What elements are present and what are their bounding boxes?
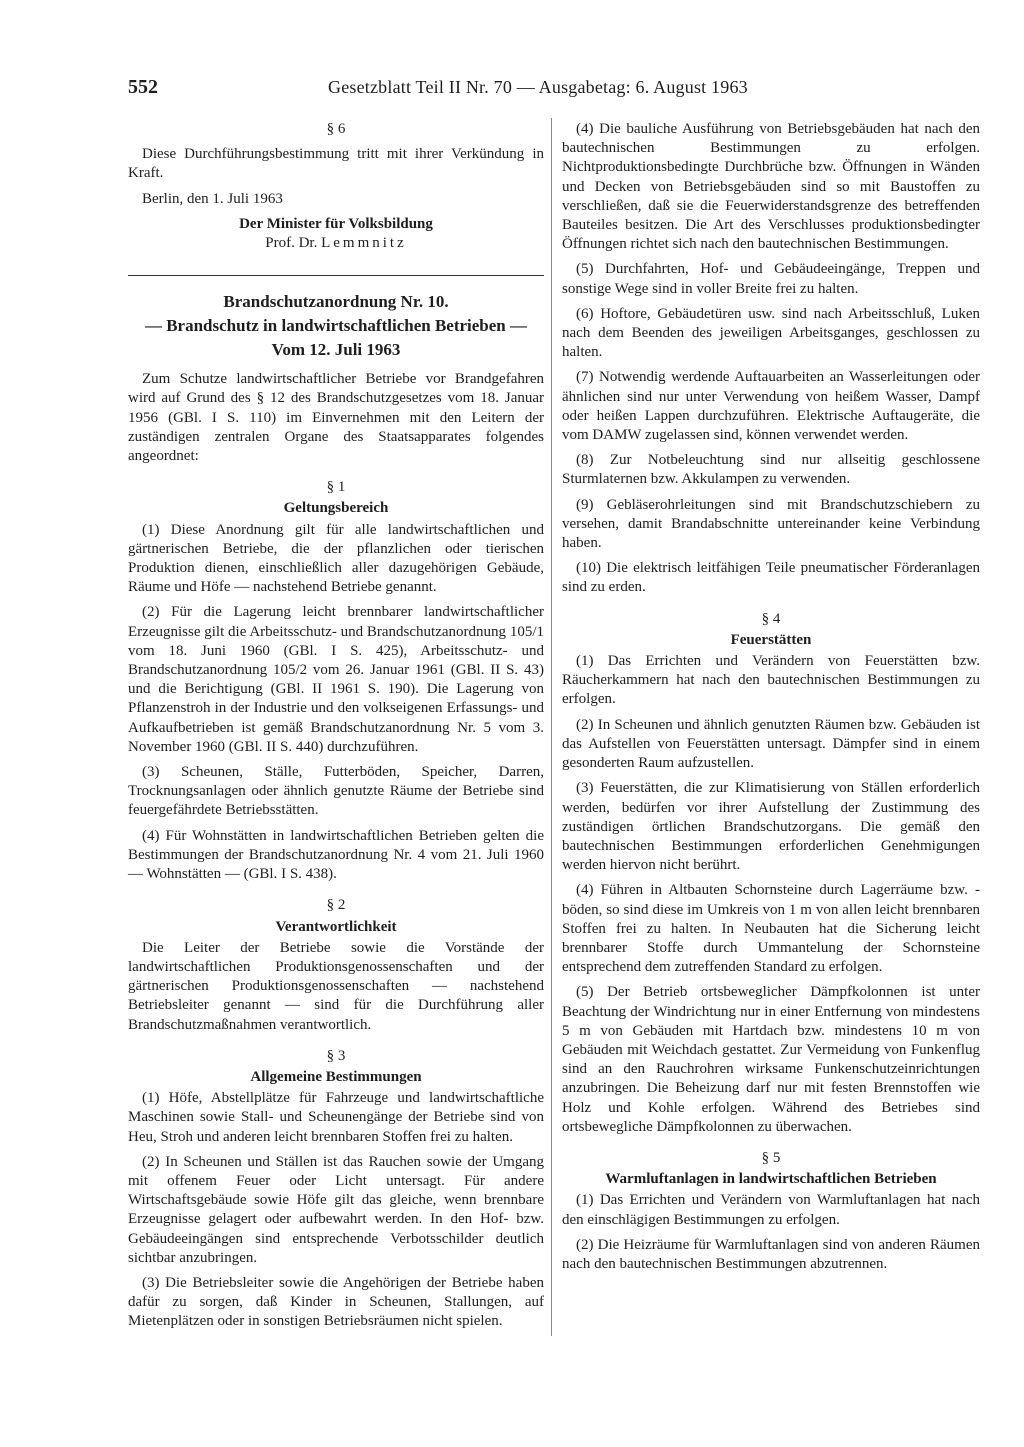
- section-4-para-2: (2) In Scheunen und ähnlich genutzten Räumen bzw. Gebäuden ist das Aufstellen von Feuerstätten untersagt. Dämpfer sind in einem gesonderten Raum aufzustellen.: [562, 716, 980, 772]
- running-title: Gesetzblatt Teil II Nr. 70 — Ausgabetag: 6. August 1963: [328, 77, 748, 97]
- section-4-title: Feuerstätten: [730, 631, 812, 648]
- section-1-para-3: (3) Scheunen, Ställe, Futterböden, Speicher, Darren, Trocknungsanlagen oder ähnlich genutzte Räume der Betriebe sind feuergefährdete Betriebsstätten.: [128, 764, 544, 819]
- section-3-para-6: (6) Hoftore, Gebäudetüren usw. sind nach Arbeitsschluß, Luken nach dem Beenden des jeweiligen Arbeitsganges, geschlossen zu halten.: [562, 305, 980, 361]
- left-column: [128, 120, 544, 1338]
- section-5-number: § 5: [761, 1149, 781, 1166]
- section-3-para-4: (4) Die bauliche Ausführung von Betriebsgebäuden hat nach den bautechnischen Bestimmungen zu erfolgen. Nichtproduktionsbedingte Durchbrüche bzw. Öffnungen in Wänden und Decken von Betriebsgebäuden sind so mit Baustoffen zu verschließen, daß sie die Feuerwiderstandsgrenze des betreffenden Bauteiles besitzen. Die Art des Verschlusses produktionsbedingter Öffnungen richtet sich nach den bautechnischen Bestimmungen.: [562, 121, 980, 253]
- section-4-number: § 4: [761, 610, 781, 627]
- section-3-para-7: (7) Notwendig werdende Auftauarbeiten an Wasserleitungen oder ähnlichen sind nur unter Verwendung von heißem Wasser, Dampf oder heißen Lappen durchzuführen. Elektrische Auftaugeräte, die vom DAMW zugelassen sind, können verwendet werden.: [562, 369, 980, 444]
- preamble: Zum Schutze landwirtschaftlicher Betriebe vor Brandgefahren wird auf Grund des § 12 des Brandschutzgesetzes vom 18. Januar 1956 (GBl. I S. 110) im Einvernehmen mit den Leitern der zuständigen zentralen Organe des Staatsapparates folgendes angeordnet:: [128, 371, 544, 465]
- ordinance-date: Vom 12. Juli 1963: [271, 340, 401, 360]
- section-3-title: Allgemeine Bestimmungen: [250, 1068, 422, 1085]
- section-2-number: § 2: [326, 897, 346, 914]
- section-5-title: Warmluftanlagen in landwirtschaftlichen Betrieben: [605, 1171, 937, 1188]
- section-1-para-1: (1) Diese Anordnung gilt für alle landwirtschaftlichen und gärtnerischen Betriebe, die der pflanzlichen oder tierischen Produktion dienen, einschließlich aller dazugehörigen Gebäude, Räume und Höfe — nachstehend Betriebe genannt.: [128, 521, 544, 596]
- section-6-number: § 6: [326, 121, 346, 137]
- section-1-title: Geltungsbereich: [283, 500, 389, 517]
- section-5-para-1: (1) Das Errichten und Verändern von Warmluftanlagen hat nach den einschlägigen Bestimmungen zu erfolgen.: [562, 1192, 980, 1228]
- right-column: [562, 120, 980, 1280]
- section-3-para-10: (10) Die elektrisch leitfähigen Teile pneumatischer Förderanlagen sind zu erden.: [562, 560, 980, 596]
- page-header: [128, 72, 788, 102]
- section-3-para-1: (1) Höfe, Abstellplätze für Fahrzeuge und landwirtschaftliche Maschinen sowie Stall- und Scheunengänge der Betriebe sind von Heu, Stroh und anderen leicht brennbaren Stoffen frei zu halten.: [128, 1090, 544, 1145]
- place-date: Berlin, den 1. Juli 1963: [142, 190, 283, 207]
- section-5-para-2: (2) Die Heizräume für Warmluftanlagen sind von anderen Räumen nach den bautechnischen Bestimmungen abzutrennen.: [562, 1236, 980, 1272]
- section-6-text: Diese Durchführungsbestimmung tritt mit ihrer Verkündung in Kraft.: [128, 146, 544, 182]
- signer-name: Lemmnitz: [321, 235, 407, 252]
- section-1-para-4: (4) Für Wohnstätten in landwirtschaftlichen Betrieben gelten die Bestimmungen der Brandschutzanordnung Nr. 4 vom 21. Juli 1960 — Wohnstätten — (GBl. I S. 438).: [128, 827, 544, 883]
- section-2-title: Verantwortlichkeit: [275, 918, 397, 935]
- section-3-para-5: (5) Durchfahrten, Hof- und Gebäudeeingänge, Treppen und sonstige Wege sind in voller Breite frei zu halten.: [562, 261, 980, 297]
- signer-office: Der Minister für Volksbildung: [239, 215, 433, 232]
- section-3-para-2: (2) In Scheunen und Ställen ist das Rauchen sowie der Umgang mit offenem Feuer oder Licht untersagt. Für andere Wirtschaftsgebäude sowie Höfe gilt das gleiche, wenn brennbare Erzeugnisse gelagert oder aufbewahrt werden. In den Hof- bzw. Gebäudeeingängen sind entsprechende Verbotsschilder deutlich sichtbar anzubringen.: [128, 1153, 544, 1266]
- ordinance-subtitle: — Brandschutz in landwirtschaftlichen Betrieben —: [144, 316, 528, 336]
- column-divider: [551, 118, 552, 1336]
- section-1-para-2: (2) Für die Lagerung leicht brennbarer landwirtschaftlicher Erzeugnisse gilt die Arbeitsschutz- und Brandschutzanordnung 105/1 vom 18. Juni 1960 (GBl. I S. 425), Arbeitsschutz- und Brandschutzanordnung 105/2 vom 26. Januar 1961 (GBl. II S. 43) und die Berichtigung (GBl. II 1961 S. 190). Die Lagerung von Pflanzenstroh in der Industrie und den volkseigenen Erfassungs- und Aufkaufbetrieben ist gemäß Brandschutzanordnung Nr. 5 vom 3. November 1960 (GBl. II S. 440) durchzuführen.: [128, 604, 544, 755]
- section-3-number: § 3: [326, 1047, 346, 1064]
- section-4-para-1: (1) Das Errichten und Verändern von Feuerstätten bzw. Räucherkammern hat nach den bautechnischen Bestimmungen zu erfolgen.: [562, 653, 980, 708]
- page-number: 552: [128, 76, 158, 98]
- section-3-para-8: (8) Zur Notbeleuchtung sind nur allseitig geschlossene Sturmlaternen bzw. Akkulampen zu verwenden.: [562, 452, 980, 488]
- section-rule: [128, 275, 544, 276]
- section-4-para-3: (3) Feuerstätten, die zur Klimatisierung von Ställen erforderlich werden, bedürfen vor ihrer Aufstellung der Zustimmung des zuständigen örtlichen Brandschutzorgans. Die gemäß den bautechnischen Bestimmungen erforderlichen Genehmigungen werden hiervon nicht berührt.: [562, 780, 980, 874]
- section-2-para-1: Die Leiter der Betriebe sowie die Vorstände der landwirtschaftlichen Produktionsgenossenschaften und der gärtnerischen Produktionsgenossenschaften — nachstehend Betriebsleiter genannt — sind für die Durchführung aller Brandschutzmaßnahmen verantwortlich.: [128, 939, 544, 1033]
- section-4-para-4: (4) Führen in Altbauten Schornsteine durch Lagerräume bzw. -böden, so sind diese im Umkreis von 1 m von allen leicht brennbaren Stoffen frei zu halten. In Neubauten hat die Sicherung leicht brennbarer Stoffe durch Ummantelung der Schornsteine entsprechend dem zutreffenden Standard zu erfolgen.: [562, 882, 980, 976]
- signer: [128, 234, 544, 253]
- signer-title: Prof. Dr.: [265, 235, 318, 252]
- section-4-para-5: (5) Der Betrieb ortsbeweglicher Dämpfkolonnen ist unter Beachtung der Windrichtung nur in einer Entfernung von mindestens 5 m von Gebäuden mit Hartdach bzw. mindestens 10 m von Gebäuden mit Weichdach gestattet. Zur Vermeidung von Funkenflug sind an den Rauchrohren wirksame Funkenschutzeinrichtungen anzubringen. Die Beheizung darf nur mit festen Brennstoffen wie Holz und Kohle erfolgen. Während des Betriebes sind ortsbewegliche Dämpfkolonnen zu überwachen.: [562, 984, 980, 1135]
- section-1-number: § 1: [326, 479, 346, 496]
- ordinance-title: Brandschutzanordnung Nr. 10.: [223, 292, 449, 312]
- section-3-para-9: (9) Gebläserohrleitungen sind mit Brandschutzschiebern zu versehen, damit Brandabschnitte untereinander keine Verbindung haben.: [562, 496, 980, 552]
- section-3-para-3: (3) Die Betriebsleiter sowie die Angehörigen der Betriebe haben dafür zu sorgen, daß Kinder in Scheunen, Stallungen, auf Mietenplätzen oder in sonstigen Betriebsräumen nicht spielen.: [128, 1274, 544, 1330]
